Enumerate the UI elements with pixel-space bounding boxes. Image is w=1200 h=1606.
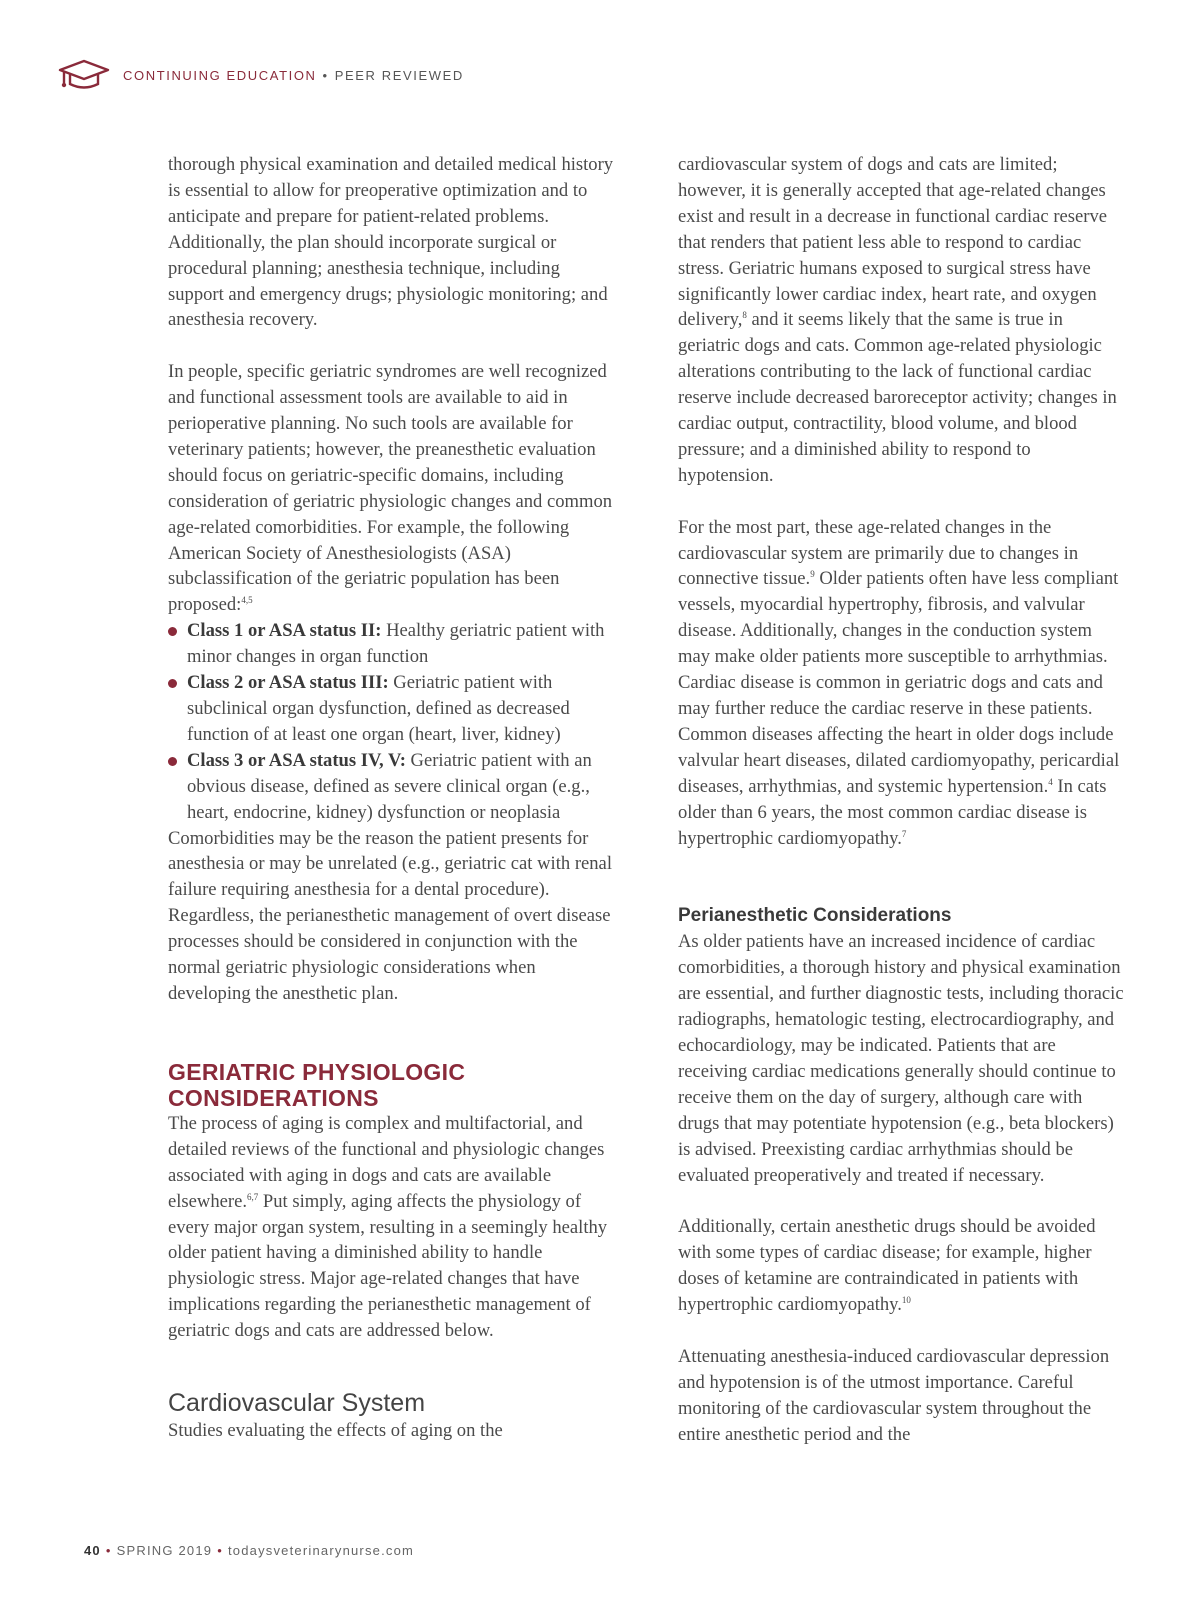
list-item: Class 1 or ASA status II: Healthy geriatric patient with minor changes in organ function xyxy=(168,618,618,670)
bullet-icon xyxy=(168,627,177,636)
paragraph: Attenuating anesthesia-induced cardiovascular depression and hypotension is of the utmost importance. Careful monitoring of the cardiovascular system throughout the entire anesthetic period and the xyxy=(678,1345,1110,1445)
right-column xyxy=(678,152,1128,1448)
reference: 10 xyxy=(901,1295,911,1306)
footer-separator: • xyxy=(105,1543,112,1558)
paragraph: In people, specific geriatric syndromes are well recognized and functional assessment tools are available to aid in perioperative planning. No such tools are available for veterinary patients; however, the preanesthetic evaluation should focus on geriatric-specific domains, including consideration of geriatric physiologic changes and common age-related comorbidities. For example, the following American Society of Anesthesiologists (ASA) subclassification of the geriatric population has been proposed:$^{4,5}$ xyxy=(168,361,613,616)
paragraph: cardiovascular system of dogs and cats are limited; however, it is generally accepted that age-related changes exist and result in a decrease in functional cardiac reserve that renders that patient less able to respond to cardiac stress. Geriatric humans exposed to surgical stress have significantly lower cardiac index, heart rate, and oxygen delivery,$^8$ and it seems likely that the same is true in geriatric dogs and cats. Common age-related physiologic alterations contributing to the lack of functional cardiac reserve include decreased baroreceptor activity; changes in cardiac output, contractility, blood volume, and blood pressure; and a diminished ability to respond to hypotension. xyxy=(678,154,1117,486)
paragraph: Additionally, certain anesthetic drugs should be avoided with some types of cardiac disease; for example, higher doses of ketamine are contraindicated in patients with hypertrophic cardiomyopathy.$^{10}$ xyxy=(678,1216,1096,1316)
paragraph: Comorbidities may be the reason the patient presents for anesthesia or may be unrelated (e.g., geriatric cat with renal failure requiring anesthesia for a dental procedure). Regardless, the perianesthetic management of overt disease processes should be considered in conjunction with the normal geriatric physiologic considerations when developing the anesthetic plan. xyxy=(168,827,612,1004)
bullet-icon xyxy=(168,757,177,766)
reference: 7 xyxy=(901,828,907,839)
asa-class-list xyxy=(168,618,618,825)
subheading-cardiovascular: Cardiovascular System xyxy=(168,1389,426,1418)
page-header xyxy=(57,58,464,92)
reference: 8 xyxy=(742,310,747,321)
bullet-icon xyxy=(168,679,177,688)
website-link[interactable]: todaysveterinarynurse.com xyxy=(227,1543,415,1558)
left-column xyxy=(168,152,618,1444)
graduation-cap-icon xyxy=(57,58,111,92)
list-item: Class 2 or ASA status III: Geriatric patient with subclinical organ dysfunction, defined as decreased function of at least one organ (heart, liver, kidney) xyxy=(168,670,618,748)
subheading-perianesthetic: Perianesthetic Considerations xyxy=(678,905,952,927)
paragraph: The process of aging is complex and multifactorial, and detailed reviews of the functional and physiologic changes associated with aging in dogs and cats are available elsewhere.$^{6,7}$ Put simply, aging affects the physiology of every major organ system, resulting in a seemingly healthy older patient having a diminished ability to handle physiologic stress. Major age-related changes that have implications regarding the perianesthetic management of geriatric dogs and cats are addressed below. xyxy=(168,1112,608,1342)
paragraph: As older patients have an increased incidence of cardiac comorbidities, a thorough history and physical examination are essential, and further diagnostic tests, including thoracic radiographs, hematologic testing, electrocardiography, and echocardiology, may be indicated. Patients that are receiving cardiac medications generally should continue to receive them on the day of surgery, although care with drugs that may potentiate hypotension (e.g., beta blockers) is advised. Preexisting cardiac arrhythmias should be evaluated preoperatively and treated if necessary. xyxy=(678,931,1124,1186)
footer-separator: • xyxy=(217,1543,223,1558)
page-number: 40 xyxy=(84,1543,101,1558)
reference: 4,5 xyxy=(241,595,253,606)
paragraph: thorough physical examination and detailed medical history is essential to allow for preoperative optimization and to anticipate and prepare for patient-related problems. Additionally, the plan should incorporate surgical or procedural planning; anesthesia technique, including support and emergency drugs; physiologic monitoring; and anesthesia recovery. xyxy=(168,154,614,331)
paragraph: For the most part, these age-related changes in the cardiovascular system are primarily due to changes in connective tissue.$^9$ Older patients often have less compliant vessels, myocardial hypertrophy, fibrosis, and valvular disease. Additionally, changes in the conduction system may make older patients more susceptible to arrhythmias. Cardiac disease is common in geriatric dogs and cats and may further reduce the cardiac reserve in these patients. Common diseases affecting the heart in older dogs include valvular heart diseases, dilated cardiomyopathy, pericardial diseases, arrhythmias, and systemic hypertension.$^4$ In cats older than 6 years, the most common cardiac disease is hypertrophic cardiomyopathy.$^7$ xyxy=(678,516,1120,849)
header-label xyxy=(123,68,464,83)
reference: 4 xyxy=(1048,776,1053,787)
paragraph: Studies evaluating the effects of aging on the xyxy=(168,1420,503,1442)
reference: 6,7 xyxy=(246,1191,259,1202)
issue-label: SPRING 2019 xyxy=(116,1543,213,1558)
list-item: Class 3 or ASA status IV, V: Geriatric patient with an obvious disease, defined as severe clinical organ (e.g., heart, endocrine, kidney) dysfunction or neoplasia xyxy=(168,748,618,826)
reference: 9 xyxy=(810,569,815,580)
page-footer xyxy=(84,1543,414,1558)
section-name: CONTINUING EDUCATION xyxy=(123,67,317,83)
section-heading-geriatric: GERIATRIC PHYSIOLOGIC CONSIDERATIONS xyxy=(168,1058,466,1111)
peer-reviewed-tag: PEER REVIEWED xyxy=(334,67,464,83)
header-separator: • xyxy=(322,67,329,83)
